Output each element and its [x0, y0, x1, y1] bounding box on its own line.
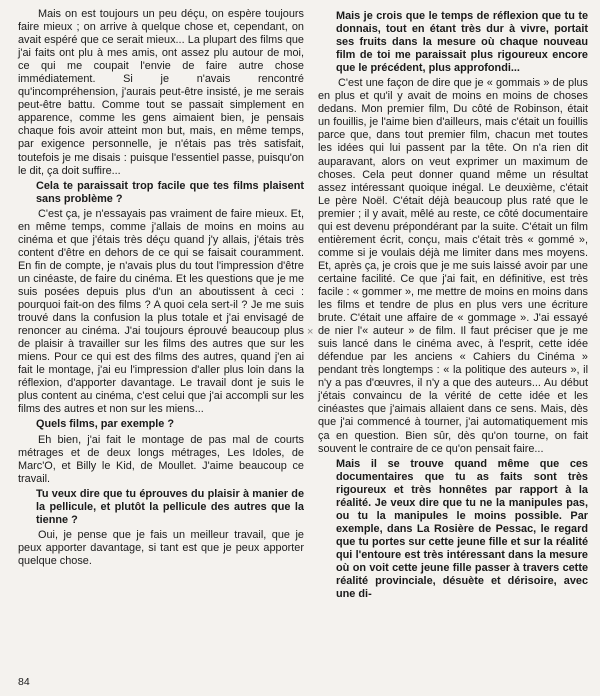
center-mark: × — [307, 326, 314, 338]
interview-question: Mais il se trouve quand même que ces documentaires que tu as faits sont très rigoureux et très honnêtes par rapport à la réalité. Je veux dire que tu ne la manipules pas, ou tu la manipules le moins possible. Par exemple, dans La Rosière de Pessac, le regard que tu portes sur cette jeune fille et sur la réalité qui l'entoure est très intéressant dans la mesure où on voit cette jeune fille passer à travers cette réalité provinciale, désuète et dérisoire, avec une di- — [336, 457, 588, 601]
answer-paragraph: Oui, je pense que je fais un meilleur travail, que je peux apporter davantage, si tant est que je peux apporter quelque chose. — [18, 528, 304, 567]
interview-question: Mais je crois que le temps de réflexion que tu te donnais, tout en étant très dur à vivre, portait ses fruits dans la mesure où chaque nouveau film de toi me paraissait plus rigoureux encore que le précédent, plus approfondi... — [336, 10, 588, 75]
answer-paragraph: C'est ça, je n'essayais pas vraiment de faire mieux. Et, en même temps, comme j'allais de moins en moins au cinéma et que j'étais très déçu quand j'y allais, j'étais très content d'être en dehors de ce qui se faisait couramment. En fin de compte, je n'avais plus du tout l'impression d'être un cinéaste, de faire du cinéma. Et les questions que je me suis posées depuis plus d'un an aboutissent à ceci : pourquoi fait-on des films ? A quoi cela sert-il ? Je me suis trouvé dans la confusion la plus totale et j'ai envisagé de renoncer au cinéma. J'ai toujours éprouvé beaucoup plus de plaisir à travailler sur les films des autres que sur les miens. Pour ce qui est des films des autres, quand j'en ai fait le montage, j'ai eu l'impression d'aller plus loin dans la réflexion, d'apporter davantage. Le travail dont je suis le plus content au cinéma, c'est celui que j'ai accompli sur les films des autres et non sur les miens... — [18, 207, 304, 416]
interview-question: Cela te paraissait trop facile que tes films plaisent sans problème ? — [36, 179, 304, 205]
left-column — [18, 8, 304, 570]
right-column — [318, 8, 588, 603]
interview-question: Quels films, par exemple ? — [36, 418, 174, 431]
answer-paragraph: Mais on est toujours un peu déçu, on espère toujours faire mieux ; on arrive à quelque chose et, cependant, on avait espéré que ce serait mieux... La plupart des films que j'ai faits ont plu à mes amis, ont assez plu autour de moi, ce qui me coupait l'envie de faire autre chose immédiatement. Si je n'avais rencontré qu'incompréhension, j'aurais peut-être insisté, je me serais peut-être battu. Comme tout se passait simplement en apparence, comme les gens aimaient bien, je pensais chaque fois avoir atteint mon but, mais, en même temps, par exigence personnelle, je n'étais pas très satisfait, toutefois je me disais : puisque l'essentiel passe, puisqu'on le dit, ça doit suffire... — [18, 8, 304, 177]
answer-paragraph: C'est une façon de dire que je « gommais » de plus en plus et qu'il y avait de moins en moins de choses dedans. Mon premier film, Du côté de Robinson, était un fouillis, je l'aime bien d'ailleurs, mais c'était un fouillis parce que, dans tout premier film, chacun met toutes les idées qui lui passent par la tête. On n'a rien dit auparavant, alors on veut exprimer un maximum de choses. Cela peut donner quand même un résultat assez intéressant quoique inégal. Le deuxième, c'était Le père Noël. C'était déjà beaucoup plus raté que le premier ; il y avait, mêlé au reste, ce côté documentaire qui est devenu prépondérant par la suite. C'était un film entièrement écrit, conçu, mais c'était très « gommé », comme si je voulais déjà me limiter dans mes moyens. Et, après ça, je crois que je me suis laissé avoir par une certaine facilité. Ce que j'ai fait, en définitive, est très facile : « gommer », me mettre de moins en moins dans les films et tendre de plus en plus vers une écriture brute. C'était une affaire de « gommage ». J'ai essayé de nier l'« auteur » de film. Il faut préciser que je me suis lancé dans le cinéma avec, à l'esprit, cette idée défendue par les anciens « Cahiers du Cinéma » pendant très longtemps : « la politique des auteurs », il n'y a pas d'œuvres, il n'y a que des auteurs... Au début j'étais convaincu de la vérité de cette idée et les cinéastes que j'aimais allaient dans ce sens. Mais, dès que j'ai commencé à tourner, j'ai automatiquement mis ça en question. Bien sûr, dès qu'on tourne, on fait souvent le contraire de ce qu'on pensait faire... — [318, 77, 588, 455]
answer-paragraph: Eh bien, j'ai fait le montage de pas mal de courts métrages et de deux longs métrages, Les Idoles, de Marc'O, et Billy le Kid, de Moullet. J'aime beaucoup ce travail. — [18, 433, 304, 485]
interview-question: Tu veux dire que tu éprouves du plaisir à manier de la pellicule, et plutôt la pellicule des autres que la tienne ? — [36, 487, 304, 526]
page-number: 84 — [18, 676, 30, 688]
